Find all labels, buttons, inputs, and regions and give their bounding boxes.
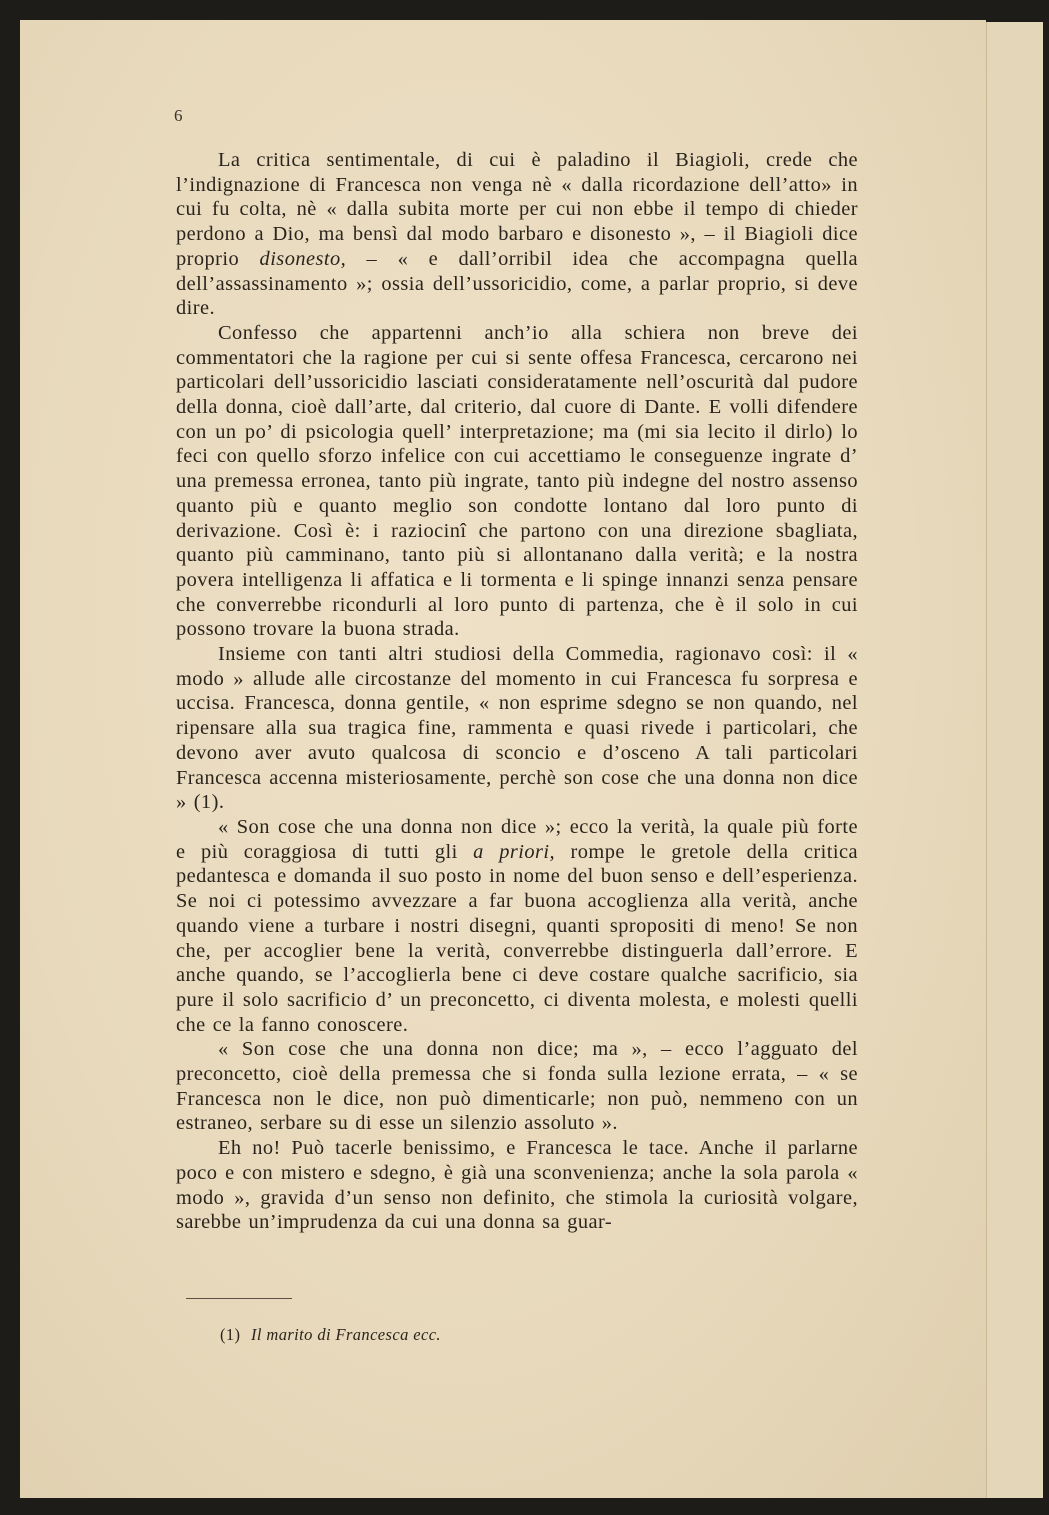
facing-page-edge [986,22,1043,1498]
paragraph [176,642,858,815]
paragraph [176,1037,858,1136]
paragraph [176,1136,858,1235]
paragraph-text: – « e dall’orribil idea che accompagna quella dell’assassinamento »; ossia dell’ussoricidio, come, a parlar proprio, si deve dire. [176,247,858,320]
paragraph-text: La critica sentimentale, di cui è paladino il Biagioli, crede che l’indignazione di Francesca non venga nè « dalla ricordazione dell’atto» in cui fu colta, nè « dalla subita morte per cui non ebbe il tempo di chieder perdono a Dio, ma bensì dal modo barbaro e disonesto », – il Biagioli dice proprio [176,149,858,270]
footnote [220,1325,441,1345]
paragraph-text: « Son cose che una donna non dice »; ecco la verità, la quale più forte e più coraggiosa di tutti gli [176,815,858,863]
footnote-rule [186,1298,292,1299]
paragraph-text: rompe le gretole della critica pedantesca e domanda il suo posto in nome del buon senso e dell’esperienza. Se noi ci potessimo avvezzare a far buona accoglienza alla verità, anche quando viene a turbare i nostri disegni, quanti spropositi di meno! Se non che, per accoglier bene la verità, converrebbe distinguerla dall’errore. E anche quando, se l’accoglierla bene ci deve costare qualche sacrificio, sia pure il solo sacrificio d’ un preconcetto, ci diventa molesta, e molesti quelli che ce la fanno conoscere. [176,840,858,1036]
paragraph-text: Insieme con tanti altri studiosi della Commedia, ragionavo così: il « modo » allude alle circostanze del momento in cui Francesca fu sorpresa e uccisa. Francesca, donna gentile, « non esprime sdegno se non quando, nel ripensare alla sua tragica fine, rammenta e quasi rivede i particolari, che devono aver avuto qualcosa di sconcio e d’osceno A tali particolari Francesca accenna misteriosamente, perchè son cose che una donna non dice » (1). [176,643,858,814]
italic-text: disonesto, [259,247,347,270]
paragraph-text: « Son cose che una donna non dice; ma », – ecco l’agguato del preconcetto, cioè della premessa che si fonda sulla lezione errata, – « se Francesca non le dice, non può dimenticarle; non può, nemmeno con un estraneo, serbare su di esse un silenzio assoluto ». [176,1038,858,1135]
body-text [176,148,858,1235]
paragraph-text: Confesso che appartenni anch’io alla schiera non breve dei commentatori che la ragione per cui si sente offesa Francesca, cercarono nei particolari dell’ussoricidio lasciati consideratamente nell’oscurità dal pudore della donna, cioè dall’arte, dal criterio, dal cuore di Dante. E volli difendere con un po’ di psicologia quell’ interpretazione; ma (mi sia lecito il dirlo) lo feci con quello sforzo infelice con cui accettiamo le conseguenze ingrate d’ una premessa erronea, tanto più ingrate, tanto più indegne del nostro assenso quanto più e quanto meglio son condotte lontano dal loro punto di derivazione. Così è: i raziocinî che partono con una direzione sbagliata, quanto più camminano, tanto più si allontanano dalla verità; e la nostra povera intelligenza li affatica e li tormenta e li spinge innanzi senza pensare che converrebbe ricondurli al loro punto di partenza, che è il solo in cui possono trovare la buona strada. [176,321,858,641]
paragraph [176,815,858,1037]
paragraph [176,321,858,642]
page-number: 6 [174,106,183,125]
footnote-text: Il marito di Francesca ecc. [250,1325,441,1344]
italic-text: a priori, [473,840,556,863]
paragraph-text: Eh no! Può tacerle benissimo, e Francesca le tace. Anche il parlarne poco e con mistero e sdegno, è già una sconvenienza; anche la sola parola « modo », gravida d’un senso non definito, che stimola la curiosità volgare, sarebbe un’imprudenza da cui una donna sa guar- [176,1137,858,1234]
footnote-marker: (1) [220,1325,241,1344]
paragraph [176,148,858,321]
